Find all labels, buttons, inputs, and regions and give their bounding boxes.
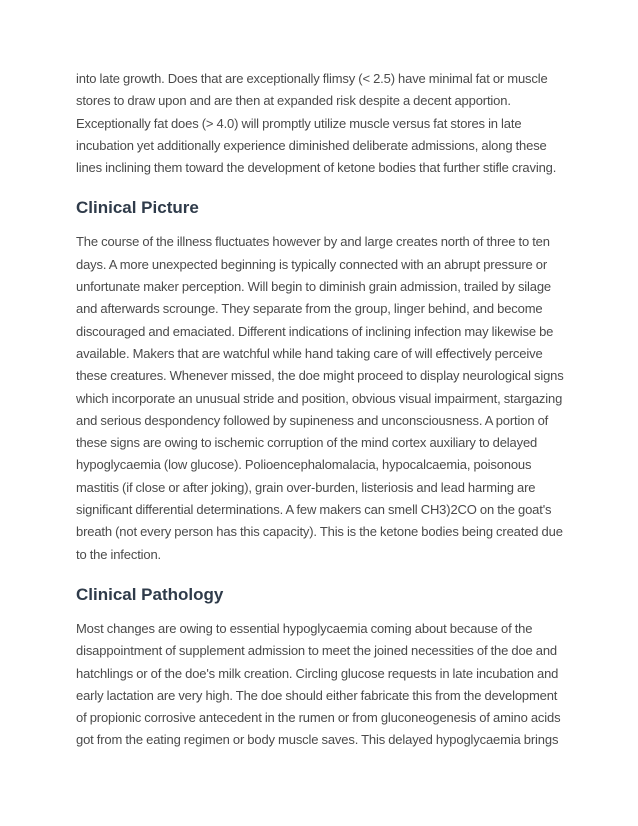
paragraph-body: Most changes are owing to essential hypoglycaemia coming about because of the disappointment of supplement admission to meet the joined necessities of the doe and hatchlings or of the doe's milk creation. Circling glucose requests in late incubation and early lactation are very high. The doe should either fabricate this from the development of propionic corrosive antecedent in the rumen or from gluconeogenesis of amino acids got from the eating regimen or body muscle saves. This delayed hypoglycaemia brings: [76, 620, 561, 748]
section-heading-clinical-pathology: Clinical Pathology: [76, 584, 224, 604]
paragraph-body: into late growth. Does that are exceptionally flimsy (< 2.5) have minimal fat or muscle stores to draw upon and are then at expanded risk despite a decent apportion. Exceptionally fat does (> 4.0) will promptly utilize muscle versus fat stores in late incubation yet additionally experience diminished deliberate admissions, along these lines inclining them toward the development of ketone bodies that further stifle craving.: [76, 71, 557, 176]
paragraph-body: The course of the illness fluctuates however by and large creates north of three to ten days. A more unexpected beginning is typically connected with an abrupt pressure or unfortunate maker perception. Will begin to diminish grain admission, trailed by silage and afterwards scrounge. They separate from the group, linger behind, and become discouraged and emaciated. Different indications of inclining infection may likewise be available. Makers that are watchful while hand taking care of will effectively perceive these creatures. Whenever missed, the doe might proceed to display neurological signs which incorporate an unusual stride and position, obvious visual impairment, stargazing and serious despondency followed by supineness and unconsciousness. A portion of these signs are owing to ischemic corruption of the mind cortex auxiliary to delayed hypoglycaemia (low glucose). Polioencephalomalacia, hypocalcaemia, poisonous mastitis (if close or after joking), grain over-burden, listeriosis and lead harming are significant differential determinations. A few makers can smell CH3)2CO on the goat's breath (not every person has this capacity). This is the ketone bodies being created due to the infection.: [76, 234, 564, 562]
section-heading-clinical-picture: Clinical Picture: [76, 198, 199, 218]
document-page: [76, 68, 566, 752]
